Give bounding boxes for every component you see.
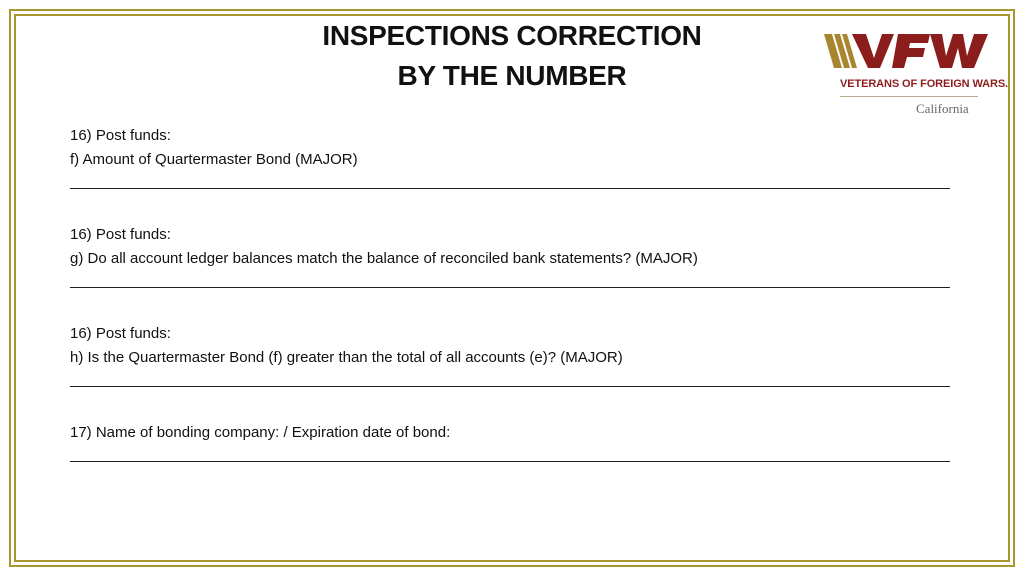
- inspection-item: [70, 322, 950, 387]
- vfw-logo-mark: [822, 30, 992, 70]
- item-heading: 16) Post funds:: [70, 226, 171, 243]
- title-line-1: INSPECTIONS CORRECTION: [322, 20, 702, 51]
- inspection-item: [70, 124, 950, 189]
- answer-line: [70, 386, 950, 387]
- answer-line: [70, 287, 950, 288]
- vfw-logo: [818, 26, 1009, 122]
- item-heading: 16) Post funds:: [70, 127, 171, 144]
- vfw-logo-divider: [840, 96, 978, 97]
- item-question: h) Is the Quartermaster Bond (f) greater than the total of all accounts (e)? (MAJOR): [70, 349, 623, 366]
- answer-line: [70, 461, 950, 462]
- vfw-logo-state: California: [916, 101, 969, 116]
- answer-line: [70, 188, 950, 189]
- title-line-2: BY THE NUMBER: [397, 60, 627, 91]
- inspection-items: [70, 124, 950, 462]
- inspection-item: [70, 223, 950, 288]
- slide-title: [262, 16, 762, 96]
- item-question: g) Do all account ledger balances match the balance of reconciled bank statements? (MAJOR): [70, 250, 698, 267]
- item-question: f) Amount of Quartermaster Bond (MAJOR): [70, 151, 358, 168]
- vfw-logo-tagline: VETERANS OF FOREIGN WARS.: [840, 78, 1009, 90]
- item-heading: 16) Post funds:: [70, 325, 171, 342]
- item-heading: 17) Name of bonding company: / Expiration date of bond:: [70, 424, 451, 441]
- inspection-item: [70, 421, 950, 462]
